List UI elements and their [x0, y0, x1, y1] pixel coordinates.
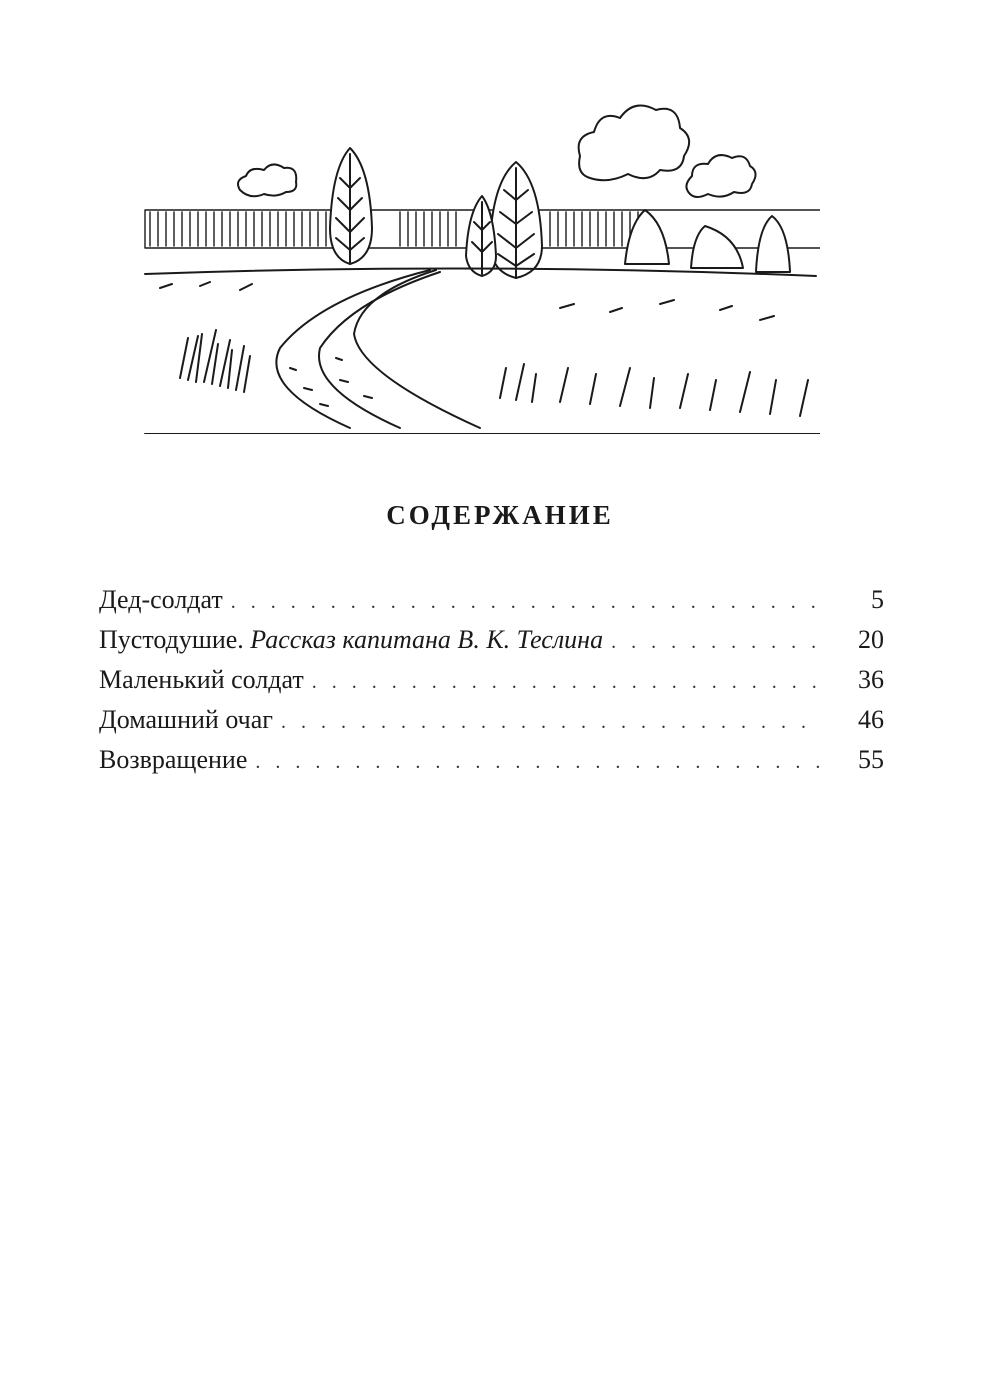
toc-entry[interactable] — [99, 620, 884, 660]
toc-entry-title: Домашний очаг — [99, 705, 273, 734]
grass-right — [500, 364, 808, 416]
tree-left — [330, 148, 372, 264]
toc-entry[interactable] — [99, 580, 884, 620]
toc-entry-title: Возвращение — [99, 745, 248, 774]
toc-entry-title: Пустодушие. Рассказ капитана В. К. Теслина — [99, 625, 604, 654]
table-of-contents — [99, 580, 884, 780]
landscape-illustration — [140, 98, 820, 434]
cloud-center — [579, 106, 690, 181]
dot-leader — [312, 662, 820, 702]
toc-entry-page: 20 — [858, 625, 884, 654]
dot-leader — [281, 702, 820, 742]
tree-right-group — [625, 210, 790, 272]
cloud-left — [238, 164, 296, 196]
grass-left — [180, 330, 250, 392]
toc-entry[interactable] — [99, 660, 884, 700]
toc-entry-page: 46 — [858, 705, 884, 734]
dot-leader — [255, 742, 820, 782]
toc-entry-page: 55 — [858, 745, 884, 774]
toc-entry[interactable] — [99, 740, 884, 780]
toc-entry[interactable] — [99, 700, 884, 740]
dot-leader — [231, 582, 820, 622]
road — [276, 270, 480, 428]
dot-leader — [611, 622, 820, 662]
toc-entry-subtitle: Рассказ капитана В. К. Теслина — [250, 625, 604, 654]
toc-heading: СОДЕРЖАНИЕ — [386, 500, 614, 530]
toc-entry-page: 5 — [871, 585, 884, 614]
toc-entry-title: Дед-солдат — [99, 585, 223, 614]
toc-entry-title: Маленький солдат — [99, 665, 304, 694]
tree-center — [466, 162, 542, 278]
cloud-right — [686, 155, 755, 197]
toc-entry-page: 36 — [858, 665, 884, 694]
